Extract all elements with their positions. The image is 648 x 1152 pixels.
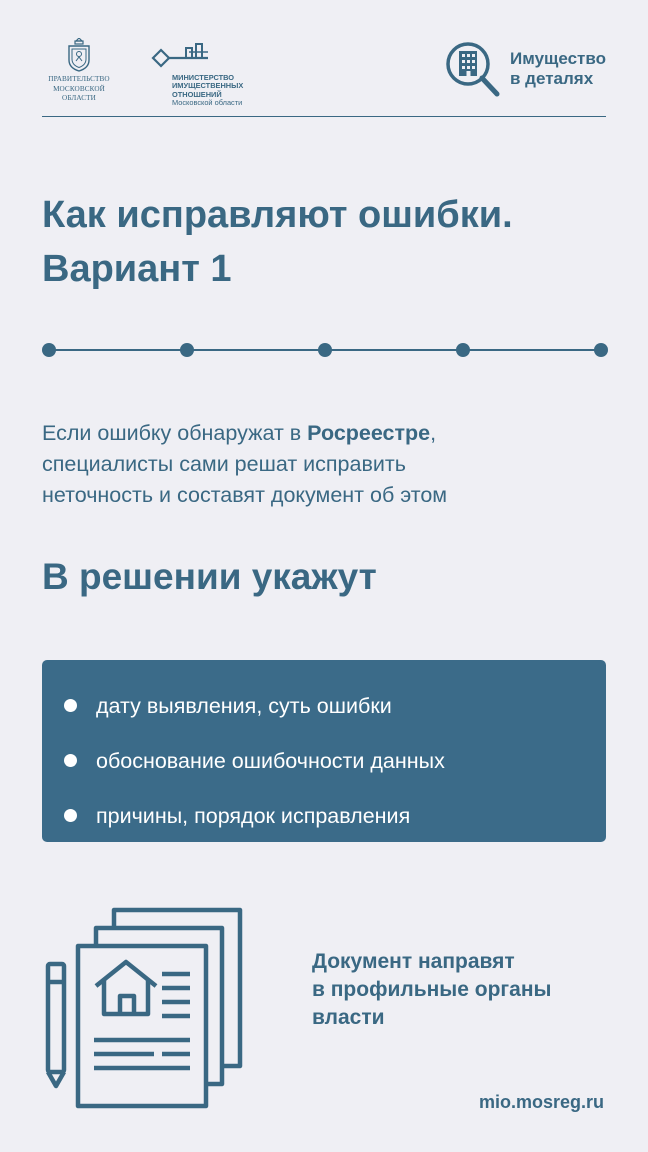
bullet-icon: [64, 699, 77, 712]
ministry-region: Московской области: [172, 98, 243, 108]
intro-highlight: Росреестре: [307, 421, 431, 445]
delivery-note: [312, 948, 602, 1032]
government-logo: [42, 38, 116, 104]
intro-line: [42, 418, 602, 449]
bullet-icon: [64, 809, 77, 822]
magnifier-building-icon: [444, 40, 500, 98]
timeline-dot: [318, 343, 332, 357]
ministry-name-line: МИНИСТЕРСТВО: [172, 73, 235, 82]
brand-line: в деталях: [510, 69, 594, 88]
government-name-line: ПРАВИТЕЛЬСТВО: [48, 75, 110, 83]
intro-paragraph: [42, 418, 602, 511]
ministry-name-line: ИМУЩЕСТВЕННЫХ: [172, 81, 244, 91]
timeline-decoration: [42, 342, 608, 358]
page-title-line: Как исправляют ошибки.: [42, 194, 513, 236]
page-title: [42, 188, 612, 296]
intro-text: ,: [430, 421, 437, 445]
note-line: Документ направят: [312, 950, 515, 973]
government-name: [48, 75, 109, 104]
ministry-logo: [150, 42, 270, 108]
key-icon: [150, 42, 210, 70]
website-link[interactable]: mio.mosreg.ru: [478, 1092, 604, 1112]
page-title-line: Вариант 1: [42, 248, 232, 290]
documents-pencil-icon: [44, 906, 248, 1110]
timeline-dot: [180, 343, 194, 357]
header: [42, 38, 606, 118]
timeline-dot: [456, 343, 470, 357]
note-line: власти: [312, 1006, 385, 1029]
section-heading: В решении укажут: [42, 556, 377, 597]
intro-text: Если ошибку обнаружат в: [42, 421, 308, 445]
coat-of-arms-icon: [67, 38, 91, 72]
list-item: [42, 733, 606, 788]
list-item: [42, 788, 606, 843]
government-name-line: ОБЛАСТИ: [62, 94, 96, 102]
ministry-name-line: ОТНОШЕНИЙ: [172, 89, 222, 99]
list-item-text: дату выявления, суть ошибки: [96, 693, 392, 718]
bullet-icon: [64, 754, 77, 767]
government-name-line: МОСКОВСКОЙ: [53, 84, 105, 93]
intro-line: неточность и составят документ об этом: [42, 483, 448, 507]
decision-items-card: [42, 660, 606, 842]
brand: [444, 40, 606, 98]
list-item-text: обоснование ошибочности данных: [96, 748, 445, 773]
ministry-name: [172, 74, 270, 108]
header-divider: [42, 116, 606, 117]
brand-line: Имущество: [510, 49, 606, 68]
list-item: [42, 678, 606, 733]
timeline-dot: [594, 343, 608, 357]
note-line: в профильные органы: [312, 978, 552, 1001]
intro-line: специалисты сами решат исправить: [42, 452, 406, 476]
list-item-text: причины, порядок исправления: [96, 803, 411, 828]
timeline-dot: [42, 343, 56, 357]
brand-title: [510, 49, 606, 89]
